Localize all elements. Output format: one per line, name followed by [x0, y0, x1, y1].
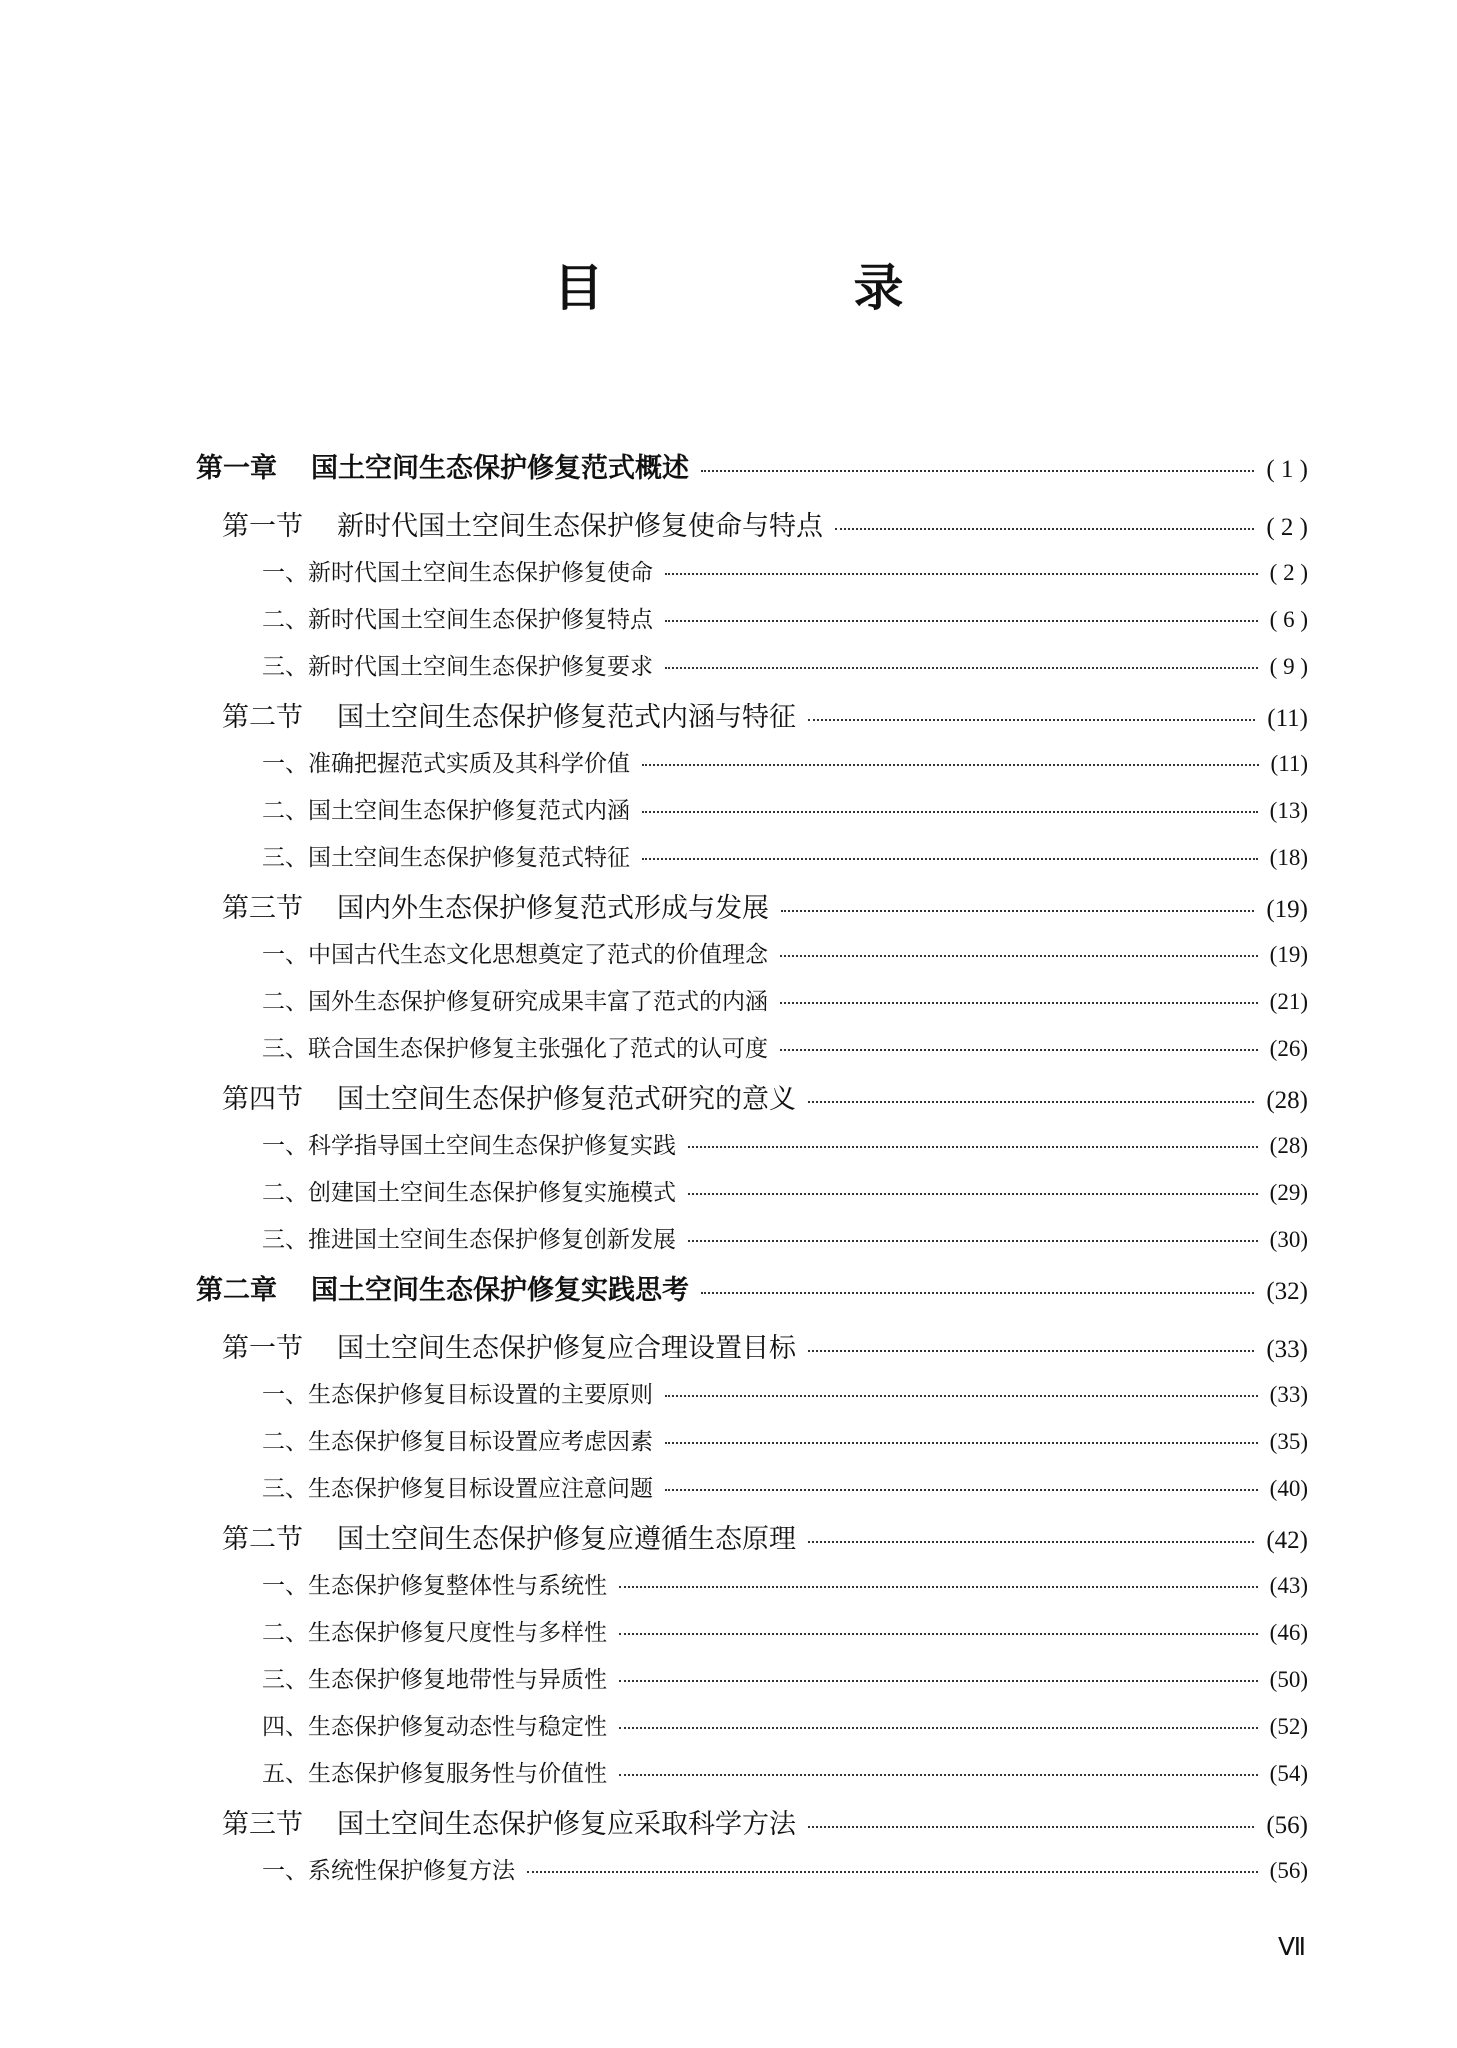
- toc-entry-title: 五、生态保护修复服务性与价值性: [262, 1761, 607, 1787]
- dot-leader: [619, 1679, 1258, 1682]
- toc-entry-title: 国内外生态保护修复范式形成与发展: [337, 893, 769, 924]
- toc-entry-page: (33): [1266, 1336, 1308, 1363]
- toc-entry-label: [222, 886, 769, 925]
- toc-item[interactable]: [196, 1661, 1308, 1708]
- toc-item[interactable]: [196, 1567, 1308, 1614]
- dot-leader: [780, 1001, 1258, 1004]
- toc-entry-title: 二、生态保护修复尺度性与多样性: [262, 1620, 607, 1646]
- dot-leader: [665, 572, 1258, 575]
- toc-item[interactable]: [196, 792, 1308, 839]
- toc-item[interactable]: [196, 1127, 1308, 1174]
- toc-entry-title: 二、国土空间生态保护修复范式内涵: [262, 798, 630, 824]
- toc-entry-title: 国土空间生态保护修复应合理设置目标: [337, 1333, 796, 1364]
- toc-entry-label: [262, 1030, 768, 1063]
- toc-item[interactable]: [196, 1852, 1308, 1899]
- toc-entry-page: (11): [1267, 705, 1308, 732]
- toc-entry-label: [196, 1268, 689, 1307]
- toc-entry-label: [262, 1221, 676, 1254]
- toc-entry-label: [262, 1661, 607, 1694]
- dot-leader: [665, 1488, 1258, 1491]
- dot-leader: [665, 666, 1258, 669]
- dot-leader: [619, 1585, 1258, 1588]
- toc-section[interactable]: [196, 1802, 1308, 1852]
- toc-entry-page: (29): [1269, 1180, 1308, 1205]
- toc-entry-number: 第一章: [196, 453, 277, 484]
- toc-item[interactable]: [196, 839, 1308, 886]
- toc-entry-title: 二、新时代国土空间生态保护修复特点: [262, 607, 653, 633]
- toc-entry-title: 三、生态保护修复目标设置应注意问题: [262, 1476, 653, 1502]
- toc-item[interactable]: [196, 983, 1308, 1030]
- toc-entry-number: 第二章: [196, 1275, 277, 1306]
- toc-entry-title: 一、准确把握范式实质及其科学价值: [262, 751, 630, 777]
- toc-entry-page: (28): [1266, 1087, 1308, 1114]
- toc-entry-label: [262, 983, 768, 1016]
- toc-entry-page: ( 1 ): [1266, 456, 1308, 483]
- toc-entry-label: [222, 1326, 796, 1365]
- toc-entry-title: 三、新时代国土空间生态保护修复要求: [262, 654, 653, 680]
- toc-entry-page: (28): [1269, 1133, 1308, 1158]
- toc-entry-label: [222, 1517, 796, 1556]
- toc-entry-title: 四、生态保护修复动态性与稳定性: [262, 1714, 607, 1740]
- toc-entry-label: [262, 839, 630, 872]
- dot-leader: [642, 810, 1258, 813]
- toc-entry-label: [262, 1708, 607, 1741]
- toc-entry-title: 一、新时代国土空间生态保护修复使命: [262, 560, 653, 586]
- toc-entry-title: 国土空间生态保护修复实践思考: [311, 1275, 689, 1306]
- toc-item[interactable]: [196, 554, 1308, 601]
- toc-section[interactable]: [196, 695, 1308, 745]
- toc-entry-page: (54): [1269, 1761, 1308, 1786]
- toc-item[interactable]: [196, 1423, 1308, 1470]
- dot-leader: [527, 1870, 1258, 1873]
- dot-leader: [701, 469, 1254, 472]
- toc-section[interactable]: [196, 1517, 1308, 1567]
- toc-entry-number: 第三节: [222, 1809, 303, 1840]
- toc-entry-title: 三、联合国生态保护修复主张强化了范式的认可度: [262, 1036, 768, 1062]
- toc-entry-page: (13): [1269, 798, 1308, 823]
- toc-entry-label: [262, 648, 653, 681]
- toc-entry-label: [196, 446, 689, 485]
- toc-entry-title: 二、创建国土空间生态保护修复实施模式: [262, 1180, 676, 1206]
- toc-entry-page: (18): [1269, 845, 1308, 870]
- toc-entry-title: 三、生态保护修复地带性与异质性: [262, 1667, 607, 1693]
- dot-leader: [808, 1825, 1254, 1828]
- dot-leader: [688, 1145, 1258, 1148]
- toc-entry-page: (33): [1269, 1382, 1308, 1407]
- dot-leader: [619, 1726, 1258, 1729]
- toc-chapter[interactable]: [196, 1268, 1308, 1326]
- toc-entry-label: [262, 1127, 676, 1160]
- toc-item[interactable]: [196, 1174, 1308, 1221]
- toc-entry-page: (52): [1269, 1714, 1308, 1739]
- toc-entry-number: 第二节: [222, 702, 303, 733]
- toc-entry-page: (50): [1269, 1667, 1308, 1692]
- table-of-contents: [196, 446, 1308, 1899]
- dot-leader: [665, 1394, 1258, 1397]
- toc-entry-title: 国土空间生态保护修复范式内涵与特征: [337, 702, 796, 733]
- toc-entry-page: (32): [1266, 1278, 1308, 1305]
- toc-entry-label: [262, 745, 630, 778]
- toc-entry-label: [262, 554, 653, 587]
- toc-entry-title: 新时代国土空间生态保护修复使命与特点: [337, 511, 823, 542]
- dot-leader: [642, 763, 1259, 766]
- dot-leader: [619, 1632, 1258, 1635]
- toc-entry-page: (56): [1266, 1812, 1308, 1839]
- toc-entry-title: 一、科学指导国土空间生态保护修复实践: [262, 1133, 676, 1159]
- dot-leader: [688, 1239, 1258, 1242]
- toc-entry-number: 第一节: [222, 1333, 303, 1364]
- toc-item[interactable]: [196, 745, 1308, 792]
- dot-leader: [835, 527, 1254, 530]
- dot-leader: [780, 1048, 1258, 1051]
- toc-entry-title: 国土空间生态保护修复范式概述: [311, 453, 689, 484]
- dot-leader: [701, 1291, 1254, 1294]
- toc-entry-page: (19): [1269, 942, 1308, 967]
- toc-entry-label: [262, 1423, 653, 1456]
- toc-entry-title: 一、生态保护修复目标设置的主要原则: [262, 1382, 653, 1408]
- toc-entry-title: 二、国外生态保护修复研究成果丰富了范式的内涵: [262, 989, 768, 1015]
- toc-item[interactable]: [196, 1470, 1308, 1517]
- toc-entry-page: (35): [1269, 1429, 1308, 1454]
- toc-entry-label: [262, 601, 653, 634]
- dot-leader: [688, 1192, 1258, 1195]
- toc-section[interactable]: [196, 886, 1308, 936]
- toc-entry-page: (19): [1266, 896, 1308, 923]
- toc-section[interactable]: [196, 1326, 1308, 1376]
- page-number: Ⅶ: [1278, 1934, 1307, 1961]
- toc-item[interactable]: [196, 1614, 1308, 1661]
- toc-entry-title: 一、系统性保护修复方法: [262, 1858, 515, 1884]
- toc-item[interactable]: [196, 601, 1308, 648]
- toc-entry-page: (43): [1269, 1573, 1308, 1598]
- toc-entry-title: 国土空间生态保护修复应遵循生态原理: [337, 1524, 796, 1555]
- toc-entry-label: [262, 1567, 607, 1600]
- page-title: 目 录: [553, 259, 1004, 317]
- toc-entry-label: [262, 1376, 653, 1409]
- toc-entry-page: (26): [1269, 1036, 1308, 1061]
- toc-entry-page: (42): [1266, 1527, 1308, 1554]
- dot-leader: [808, 1540, 1254, 1543]
- toc-entry-page: (46): [1269, 1620, 1308, 1645]
- toc-item[interactable]: [196, 1755, 1308, 1802]
- toc-entry-page: ( 2 ): [1269, 560, 1308, 585]
- toc-chapter[interactable]: [196, 446, 1308, 504]
- toc-entry-number: 第三节: [222, 893, 303, 924]
- dot-leader: [665, 1441, 1258, 1444]
- toc-entry-title: 国土空间生态保护修复应采取科学方法: [337, 1809, 796, 1840]
- toc-entry-label: [262, 792, 630, 825]
- toc-entry-page: (40): [1269, 1476, 1308, 1501]
- toc-item[interactable]: [196, 1221, 1308, 1268]
- toc-entry-page: ( 9 ): [1269, 654, 1308, 679]
- toc-entry-title: 三、推进国土空间生态保护修复创新发展: [262, 1227, 676, 1253]
- toc-entry-title: 二、生态保护修复目标设置应考虑因素: [262, 1429, 653, 1455]
- dot-leader: [808, 1100, 1254, 1103]
- toc-entry-title: 国土空间生态保护修复范式研究的意义: [337, 1084, 796, 1115]
- toc-entry-title: 一、中国古代生态文化思想奠定了范式的价值理念: [262, 942, 768, 968]
- toc-entry-label: [262, 1852, 515, 1885]
- toc-entry-page: ( 2 ): [1266, 514, 1308, 541]
- toc-entry-label: [262, 936, 768, 969]
- toc-entry-label: [222, 695, 796, 734]
- toc-entry-page: ( 6 ): [1269, 607, 1308, 632]
- toc-entry-number: 第二节: [222, 1524, 303, 1555]
- toc-entry-number: 第一节: [222, 511, 303, 542]
- toc-entry-page: (11): [1270, 751, 1308, 776]
- toc-section[interactable]: [196, 1077, 1308, 1127]
- toc-entry-number: 第四节: [222, 1084, 303, 1115]
- toc-entry-label: [222, 504, 823, 543]
- dot-leader: [808, 1349, 1254, 1352]
- toc-entry-label: [262, 1614, 607, 1647]
- toc-item[interactable]: [196, 1030, 1308, 1077]
- toc-entry-title: 一、生态保护修复整体性与系统性: [262, 1573, 607, 1599]
- toc-entry-label: [222, 1802, 796, 1841]
- toc-entry-page: (56): [1269, 1858, 1308, 1883]
- dot-leader: [780, 954, 1258, 957]
- dot-leader: [665, 619, 1258, 622]
- toc-item[interactable]: [196, 1376, 1308, 1423]
- toc-entry-label: [222, 1077, 796, 1116]
- toc-entry-title: 三、国土空间生态保护修复范式特征: [262, 845, 630, 871]
- dot-leader: [808, 718, 1255, 721]
- dot-leader: [619, 1773, 1258, 1776]
- dot-leader: [781, 909, 1254, 912]
- toc-entry-label: [262, 1755, 607, 1788]
- toc-item[interactable]: [196, 936, 1308, 983]
- toc-entry-label: [262, 1470, 653, 1503]
- toc-entry-page: (30): [1269, 1227, 1308, 1252]
- toc-item[interactable]: [196, 648, 1308, 695]
- dot-leader: [642, 857, 1258, 860]
- toc-entry-label: [262, 1174, 676, 1207]
- toc-section[interactable]: [196, 504, 1308, 554]
- toc-item[interactable]: [196, 1708, 1308, 1755]
- toc-entry-page: (21): [1269, 989, 1308, 1014]
